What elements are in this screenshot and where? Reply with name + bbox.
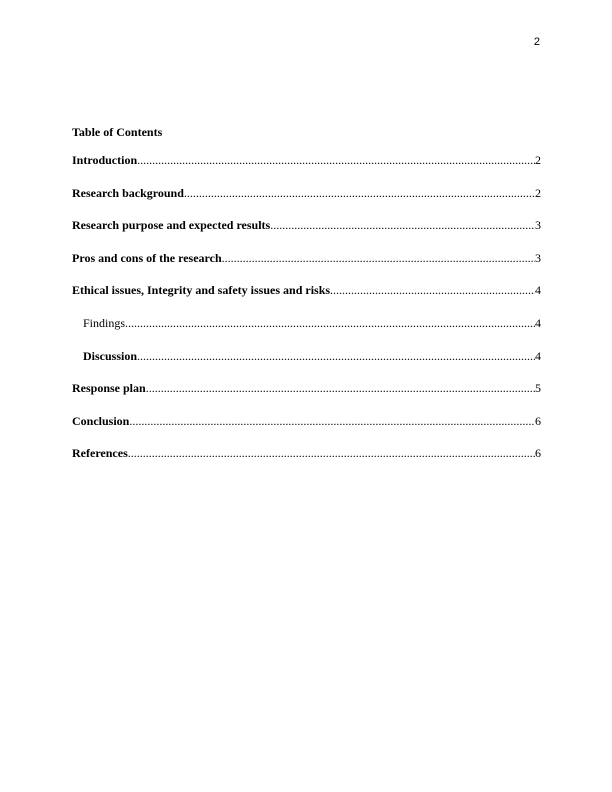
toc-dot-leader — [128, 446, 535, 461]
toc-entry-label: Research purpose and expected results — [72, 218, 271, 233]
toc-entry-page: 3 — [535, 250, 541, 265]
toc-entry-research-background[interactable] — [72, 186, 541, 219]
toc-entry-discussion[interactable] — [72, 349, 541, 382]
toc-entry-page: 6 — [535, 446, 541, 461]
toc-entry-ethical-issues[interactable] — [72, 283, 541, 316]
toc-entry-label: Ethical issues, Integrity and safety issues and risks — [72, 283, 331, 298]
toc-dot-leader — [129, 414, 535, 429]
toc-entry-label: Research background — [72, 185, 184, 200]
toc-entry-label: Introduction — [72, 153, 138, 167]
toc-entry-conclusion[interactable] — [72, 414, 541, 447]
toc-entry-page: 3 — [535, 218, 541, 233]
toc-entry-page: 2 — [535, 153, 541, 167]
toc-entry-research-purpose[interactable] — [72, 218, 541, 251]
toc-entry-label: Discussion — [83, 348, 138, 363]
toc-entry-label: References — [72, 446, 128, 461]
toc-dot-leader — [125, 316, 535, 331]
toc-dot-leader — [270, 218, 535, 233]
toc-entry-response-plan[interactable] — [72, 381, 541, 414]
toc-entry-label: Pros and cons of the research — [72, 250, 222, 265]
toc-dot-leader — [222, 251, 535, 266]
toc-entry-page: 2 — [535, 185, 541, 200]
toc-dot-leader — [330, 283, 535, 298]
toc-dot-leader — [137, 153, 535, 168]
toc-dot-leader — [146, 381, 535, 396]
toc-entry-pros-and-cons[interactable] — [72, 251, 541, 284]
toc-entry-label: Findings — [83, 315, 126, 330]
toc-entry-page: 5 — [535, 381, 541, 396]
toc-entry-page: 6 — [535, 413, 541, 428]
toc-list — [72, 153, 541, 479]
toc-entry-page: 4 — [535, 283, 541, 298]
toc-entry-page: 4 — [535, 315, 541, 330]
toc-entry-findings[interactable] — [72, 316, 541, 349]
toc-entry-references[interactable] — [72, 446, 541, 479]
page-number: 2 — [533, 36, 540, 48]
toc-entry-label: Conclusion — [72, 413, 130, 428]
toc-entry-introduction[interactable] — [72, 153, 541, 186]
toc-dot-leader — [137, 349, 535, 364]
toc-title: Table of Contents — [72, 125, 163, 139]
toc-entry-label: Response plan — [72, 381, 146, 396]
toc-dot-leader — [184, 186, 535, 201]
toc-entry-page: 4 — [535, 348, 541, 363]
